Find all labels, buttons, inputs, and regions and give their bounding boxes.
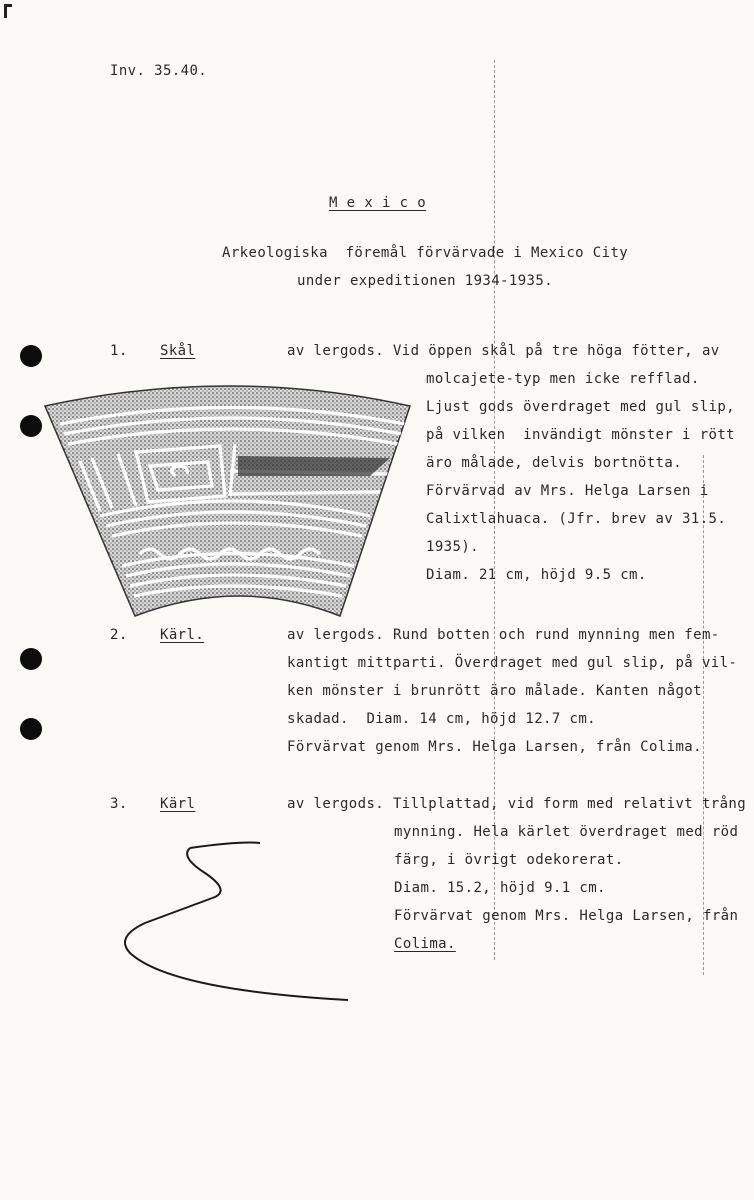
item-description-line: Colima. bbox=[394, 936, 456, 952]
bowl-pattern-drawing bbox=[40, 376, 415, 626]
inventory-number: Inv. 35.40. bbox=[110, 63, 208, 79]
punch-hole bbox=[20, 345, 42, 367]
item-description-line: Förvärvad av Mrs. Helga Larsen i bbox=[426, 483, 709, 499]
heading-line: Arkeologiska föremål förvärvade i Mexico City bbox=[222, 245, 629, 261]
page-title: M e x i c o bbox=[329, 195, 427, 211]
item-number: 1. bbox=[110, 343, 128, 359]
item-description-line: mynning. Hela kärlet överdraget med röd bbox=[394, 824, 739, 840]
item-description-line: molcajete-typ men icke refflad. bbox=[426, 371, 700, 387]
item-number: 2. bbox=[110, 627, 128, 643]
item-name: Skål bbox=[160, 343, 196, 359]
item-description-line: Diam. 21 cm, höjd 9.5 cm. bbox=[426, 567, 647, 583]
item-description-line: av lergods. Rund botten och rund mynning men fem- bbox=[287, 627, 720, 643]
vessel-profile-drawing bbox=[110, 835, 360, 1010]
item-name: Kärl. bbox=[160, 627, 205, 643]
item-name: Kärl bbox=[160, 796, 196, 812]
punch-hole bbox=[20, 648, 42, 670]
item-description-line: skadad. Diam. 14 cm, höjd 12.7 cm. bbox=[287, 711, 597, 727]
item-description-line: kantigt mittparti. Överdraget med gul slip, på vil- bbox=[287, 655, 738, 671]
item-description-line: av lergods. Tillplattad, vid form med relativt trång bbox=[287, 796, 747, 812]
item-description-line: Ljust gods överdraget med gul slip, bbox=[426, 399, 736, 415]
item-description-line: Förvärvat genom Mrs. Helga Larsen, från Colima. bbox=[287, 739, 702, 755]
item-number: 3. bbox=[110, 796, 128, 812]
item-description-line: av lergods. Vid öppen skål på tre höga fötter, av bbox=[287, 343, 720, 359]
punch-hole bbox=[20, 718, 42, 740]
corner-mark bbox=[4, 4, 12, 7]
punch-hole bbox=[20, 415, 42, 437]
item-description-line: Calixtlahuaca. (Jfr. brev av 31.5. bbox=[426, 511, 727, 527]
item-description-line: Förvärvat genom Mrs. Helga Larsen, från bbox=[394, 908, 739, 924]
item-description-line: äro målade, delvis bortnötta. bbox=[426, 455, 683, 471]
item-description-line: ken mönster i brunrött äro målade. Kanten något bbox=[287, 683, 702, 699]
item-description-line: på vilken invändigt mönster i rött bbox=[426, 427, 736, 443]
paper-fold-line bbox=[703, 455, 704, 975]
item-description-line: Diam. 15.2, höjd 9.1 cm. bbox=[394, 880, 606, 896]
heading-line: under expeditionen 1934-1935. bbox=[297, 273, 554, 289]
item-description-line: färg, i övrigt odekorerat. bbox=[394, 852, 624, 868]
item-description-line: 1935). bbox=[426, 539, 479, 555]
